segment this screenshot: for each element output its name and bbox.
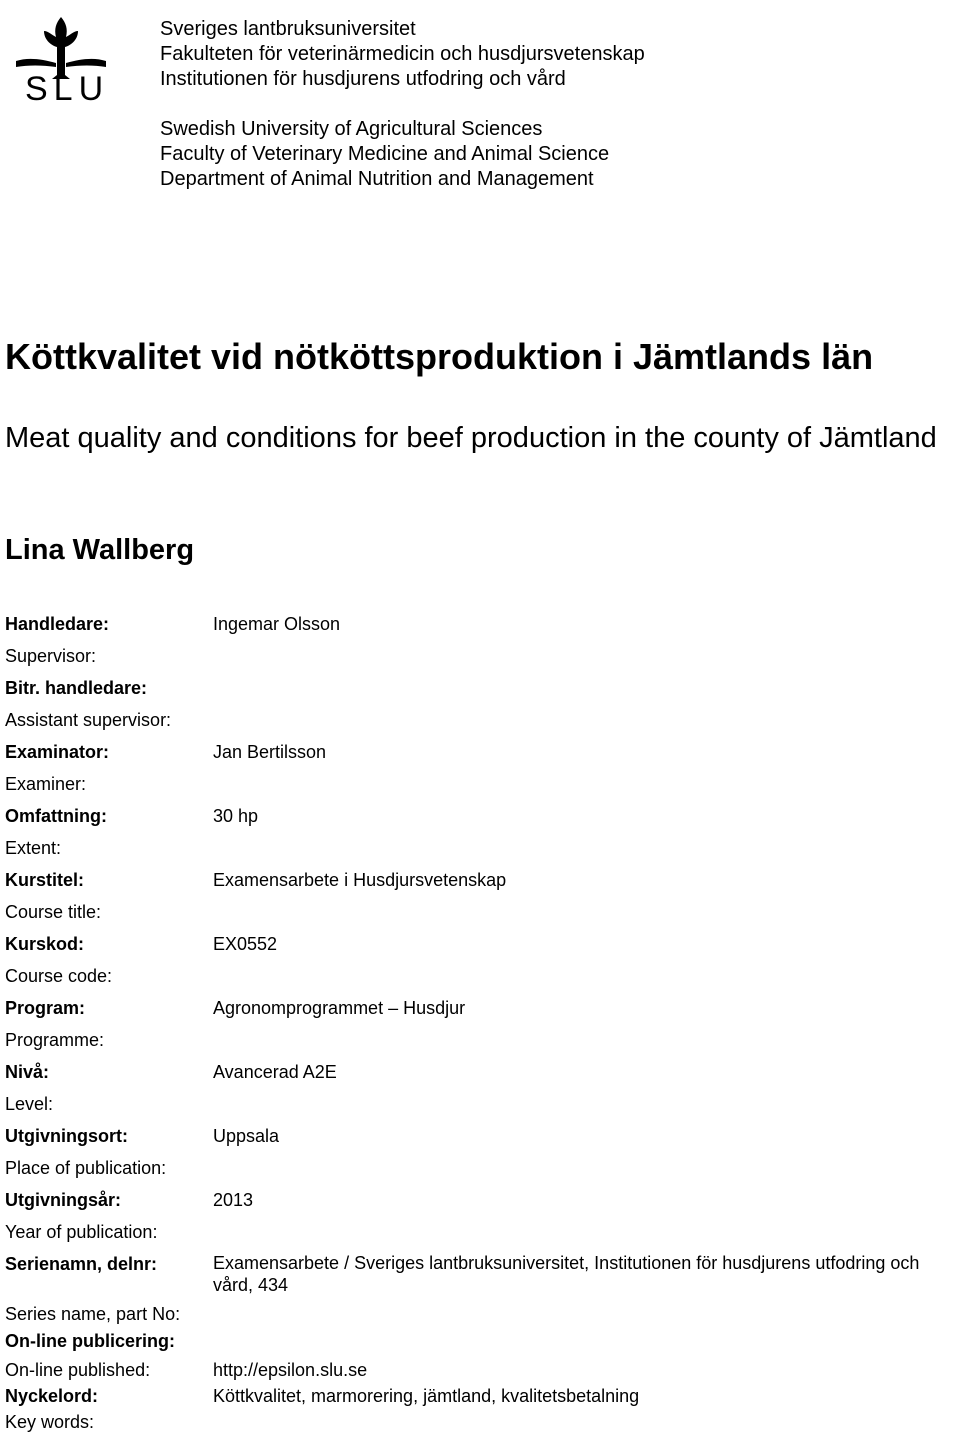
university-name-sv: Sveriges lantbruksuniversitet bbox=[160, 18, 416, 40]
keywords-value: Köttkvalitet, marmorering, jämtland, kvalitetsbetalning bbox=[213, 1386, 640, 1406]
online-label-sv: On-line publicering: bbox=[5, 1331, 175, 1351]
place-label-en: Place of publication: bbox=[5, 1158, 167, 1178]
assistant-supervisor-label-en: Assistant supervisor: bbox=[5, 710, 172, 730]
year-label-sv: Utgivningsår: bbox=[5, 1190, 122, 1210]
supervisor-label-en: Supervisor: bbox=[5, 646, 97, 666]
examiner-label-sv: Examinator: bbox=[5, 742, 110, 762]
course-title-label-sv: Kurstitel: bbox=[5, 870, 85, 890]
place-label-sv: Utgivningsort: bbox=[5, 1126, 128, 1146]
place-value: Uppsala bbox=[213, 1126, 280, 1146]
author-name: Lina Wallberg bbox=[5, 534, 195, 566]
course-code-label-sv: Kurskod: bbox=[5, 934, 85, 954]
department-name-sv: Institutionen för husdjurens utfodring och vård bbox=[160, 68, 566, 90]
series-label-sv: Serienamn, delnr: bbox=[5, 1254, 158, 1274]
programme-label-en: Programme: bbox=[5, 1030, 105, 1050]
level-label-en: Level: bbox=[5, 1094, 54, 1114]
supervisor-value: Ingemar Olsson bbox=[213, 614, 341, 634]
extent-label-sv: Omfattning: bbox=[5, 806, 107, 826]
year-label-en: Year of publication: bbox=[5, 1222, 158, 1242]
year-value: 2013 bbox=[213, 1190, 254, 1210]
faculty-name-sv: Fakulteten för veterinärmedicin och husdjursvetenskap bbox=[160, 43, 645, 65]
institution-english bbox=[160, 117, 609, 192]
extent-value: 30 hp bbox=[213, 806, 259, 826]
examiner-value: Jan Bertilsson bbox=[213, 742, 327, 762]
online-label-en: On-line published: bbox=[5, 1360, 151, 1380]
keywords-label-sv: Nyckelord: bbox=[5, 1386, 99, 1406]
faculty-name-en: Faculty of Veterinary Medicine and Animal Science bbox=[160, 143, 610, 165]
course-title-value: Examensarbete i Husdjursvetenskap bbox=[213, 870, 507, 890]
level-label-sv: Nivå: bbox=[5, 1062, 50, 1082]
department-name-en: Department of Animal Nutrition and Management bbox=[160, 168, 594, 190]
extent-label-en: Extent: bbox=[5, 838, 62, 858]
course-code-label-en: Course code: bbox=[5, 966, 113, 986]
supervisor-label-sv: Handledare: bbox=[5, 614, 110, 634]
thesis-title-english: Meat quality and conditions for beef production in the county of Jämtland bbox=[5, 422, 937, 454]
level-value: Avancerad A2E bbox=[213, 1062, 337, 1082]
online-url-link[interactable]: http://epsilon.slu.se bbox=[213, 1360, 368, 1380]
series-value: Examensarbete / Sveriges lantbruksuniversitet, Institutionen för husdjurens utfodring och vård, 434 bbox=[213, 1253, 920, 1295]
logo-wordmark: SLU bbox=[25, 70, 110, 108]
thesis-title-swedish: Köttkvalitet vid nötköttsproduktion i Jämtlands län bbox=[5, 336, 874, 377]
programme-label-sv: Program: bbox=[5, 998, 86, 1018]
keywords-label-en: Key words: bbox=[5, 1412, 95, 1432]
course-code-value: EX0552 bbox=[213, 934, 278, 954]
assistant-supervisor-label-sv: Bitr. handledare: bbox=[5, 678, 148, 698]
university-name-en: Swedish University of Agricultural Sciences bbox=[160, 118, 543, 140]
institution-swedish bbox=[160, 17, 645, 92]
examiner-label-en: Examiner: bbox=[5, 774, 87, 794]
programme-value: Agronomprogrammet – Husdjur bbox=[213, 998, 466, 1018]
series-label-en: Series name, part No: bbox=[5, 1304, 181, 1324]
course-title-label-en: Course title: bbox=[5, 902, 102, 922]
